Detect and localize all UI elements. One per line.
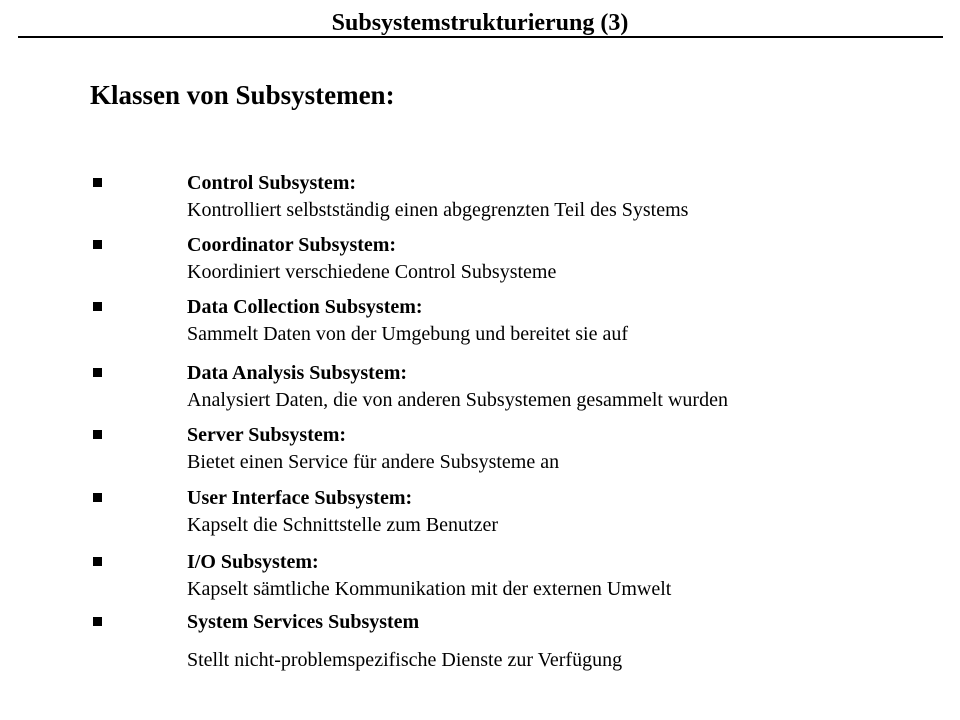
- item-title: User Interface Subsystem:: [187, 487, 413, 509]
- square-bullet-icon: [93, 302, 102, 311]
- item-description: Stellt nicht-problemspezifische Dienste zur Verfügung: [187, 649, 623, 671]
- item-title: Coordinator Subsystem:: [187, 234, 397, 256]
- square-bullet-icon: [93, 557, 102, 566]
- square-bullet-icon: [93, 178, 102, 187]
- section-heading: Klassen von Subsystemen:: [90, 80, 395, 110]
- item-description: Bietet einen Service für andere Subsysteme an: [187, 451, 560, 473]
- square-bullet-icon: [93, 240, 102, 249]
- item-title: Data Collection Subsystem:: [187, 296, 423, 318]
- slide-title: Subsystemstrukturierung (3): [331, 10, 629, 36]
- square-bullet-icon: [93, 493, 102, 502]
- title-underline: [18, 36, 943, 38]
- item-title: I/O Subsystem:: [187, 551, 319, 573]
- item-description: Sammelt Daten von der Umgebung und bereitet sie auf: [187, 323, 628, 345]
- item-title: Control Subsystem:: [187, 172, 357, 194]
- item-description: Koordiniert verschiedene Control Subsysteme: [187, 261, 557, 283]
- item-title: Data Analysis Subsystem:: [187, 362, 408, 384]
- item-title: Server Subsystem:: [187, 424, 347, 446]
- item-description: Analysiert Daten, die von anderen Subsystemen gesammelt wurden: [187, 389, 728, 411]
- item-title: System Services Subsystem: [187, 611, 420, 633]
- item-description: Kapselt die Schnittstelle zum Benutzer: [187, 514, 499, 536]
- square-bullet-icon: [93, 430, 102, 439]
- item-description: Kapselt sämtliche Kommunikation mit der externen Umwelt: [187, 578, 672, 600]
- square-bullet-icon: [93, 617, 102, 626]
- square-bullet-icon: [93, 368, 102, 377]
- item-description: Kontrolliert selbstständig einen abgegrenzten Teil des Systems: [187, 199, 689, 221]
